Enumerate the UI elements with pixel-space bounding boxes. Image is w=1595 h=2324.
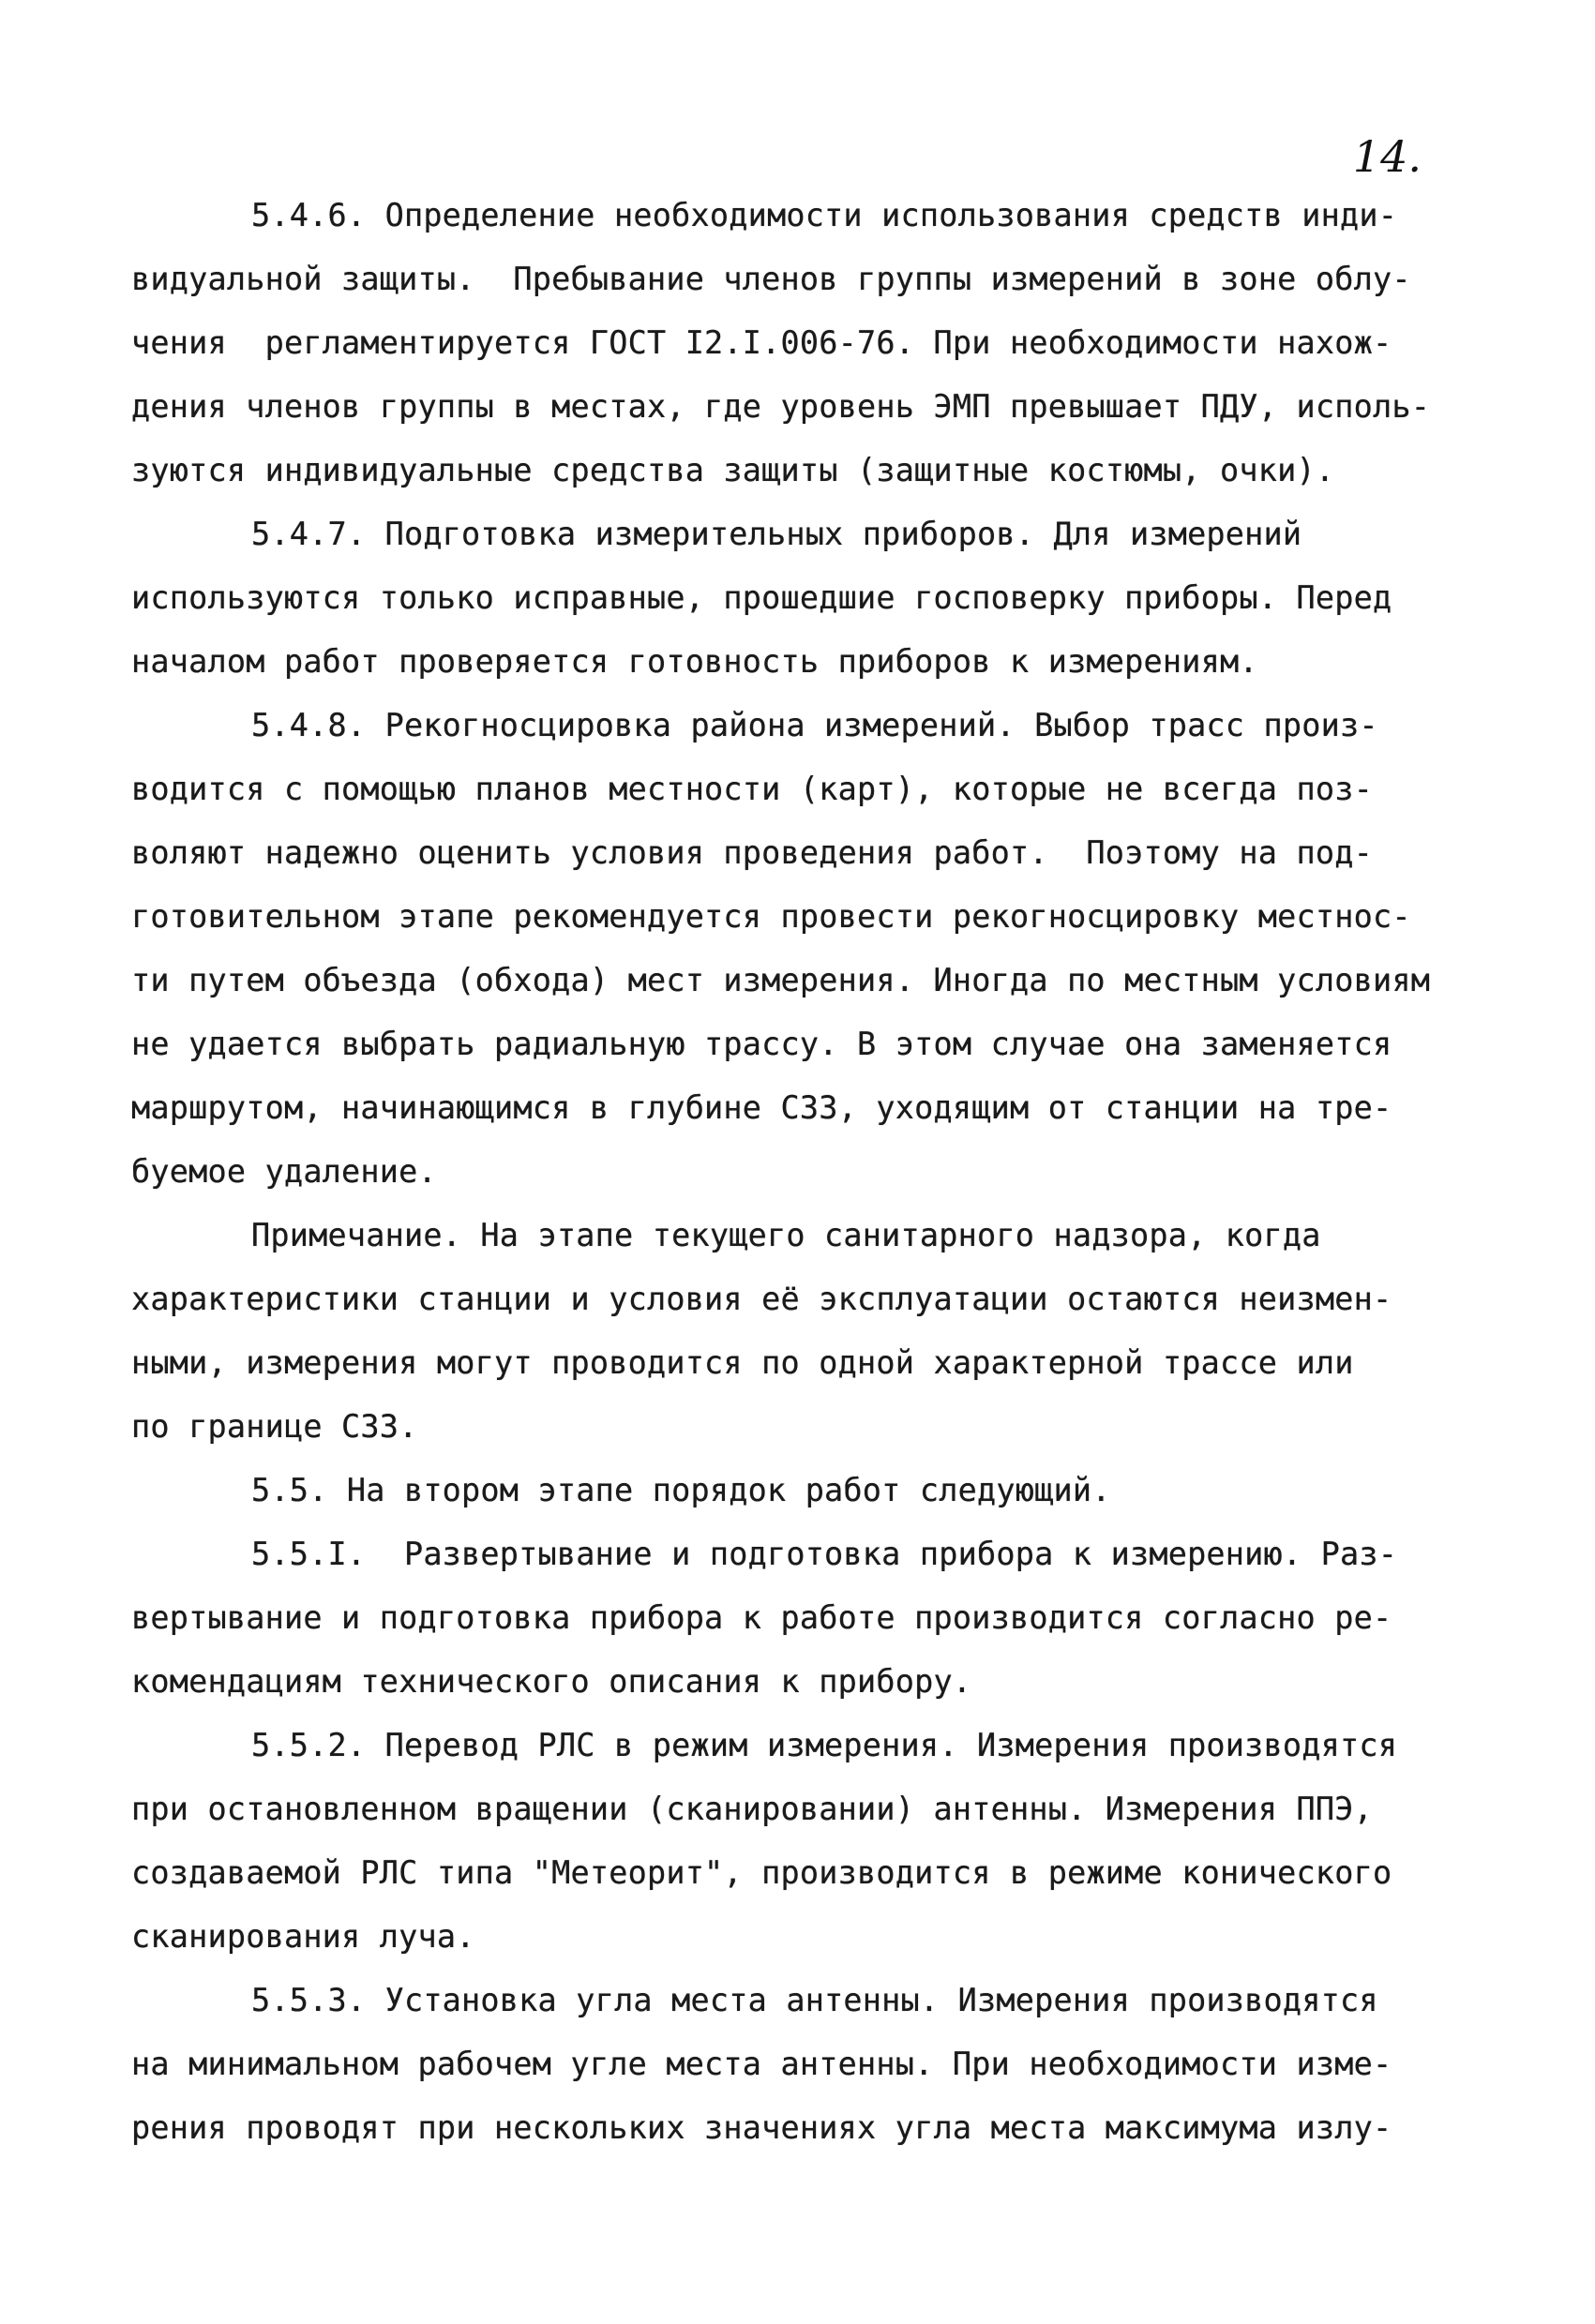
text-line: началом работ проверяется готовность приборов к измерениям. (131, 643, 1258, 680)
text-line: 5.5.2. Перевод РЛС в режим измерения. Измерения производятся (251, 1727, 1398, 1763)
text-line: 5.5. На втором этапе порядок работ следующий. (251, 1472, 1111, 1508)
text-line: по границе СЗЗ. (131, 1408, 418, 1445)
page-number: 14. (1352, 131, 1422, 182)
text-line: 5.4.7. Подготовка измерительных приборов. Для измерений (251, 516, 1302, 552)
text-line: характеристики станции и условия её эксплуатации остаются неизмен- (131, 1281, 1392, 1317)
text-line: буемое удаление. (131, 1153, 437, 1190)
text-line: водится с помощью планов местности (карт), которые не всегда поз- (131, 771, 1373, 807)
text-line: ными, измерения могут проводится по одной характерной трассе или (131, 1344, 1354, 1381)
text-line: 5.5.3. Установка угла места антенны. Измерения производятся (251, 1982, 1378, 2018)
text-line: готовительном этапе рекомендуется провести рекогносцировку местнос- (131, 898, 1411, 935)
text-line: зуются индивидуальные средства защиты (защитные костюмы, очки). (131, 452, 1335, 488)
text-line: 5.5.I. Развертывание и подготовка прибора к измерению. Раз- (251, 1536, 1398, 1572)
text-line: 5.4.8. Рекогносцировка района измерений. Выбор трасс произ- (251, 707, 1378, 743)
text-line: комендациям технического описания к прибору. (131, 1663, 972, 1700)
text-line: создаваемой РЛС типа "Метеорит", производится в режиме конического (131, 1854, 1392, 1891)
text-line: при остановленном вращении (сканировании) антенны. Измерения ППЭ, (131, 1791, 1373, 1827)
text-line: не удается выбрать радиальную трассу. В этом случае она заменяется (131, 1026, 1392, 1062)
text-line: рения проводят при нескольких значениях угла места максимума излу- (131, 2109, 1392, 2146)
text-line: видуальной защиты. Пребывание членов группы измерений в зоне облу- (131, 261, 1411, 297)
text-line: сканирования луча. (131, 1918, 475, 1955)
text-line: Примечание. На этапе текущего санитарного надзора, когда (251, 1217, 1321, 1253)
text-line: чения регламентируется ГОСТ I2.I.006-76. При необходимости нахож- (131, 324, 1392, 361)
text-line: маршрутом, начинающимся в глубине СЗЗ, уходящим от станции на тре- (131, 1089, 1392, 1126)
text-line: дения членов группы в местах, где уровень ЭМП превышает ПДУ, исполь- (131, 388, 1431, 425)
text-line: 5.4.6. Определение необходимости использования средств инди- (251, 197, 1398, 233)
text-line: вертывание и подготовка прибора к работе производится согласно ре- (131, 1599, 1392, 1636)
text-line: воляют надежно оценить условия проведения работ. Поэтому на под- (131, 834, 1373, 871)
text-line: на минимальном рабочем угле места антенны. При необходимости изме- (131, 2046, 1392, 2082)
text-line: используются только исправные, прошедшие госповерку приборы. Перед (131, 579, 1392, 616)
text-line: ти путем объезда (обхода) мест измерения. Иногда по местным условиям (131, 962, 1431, 998)
